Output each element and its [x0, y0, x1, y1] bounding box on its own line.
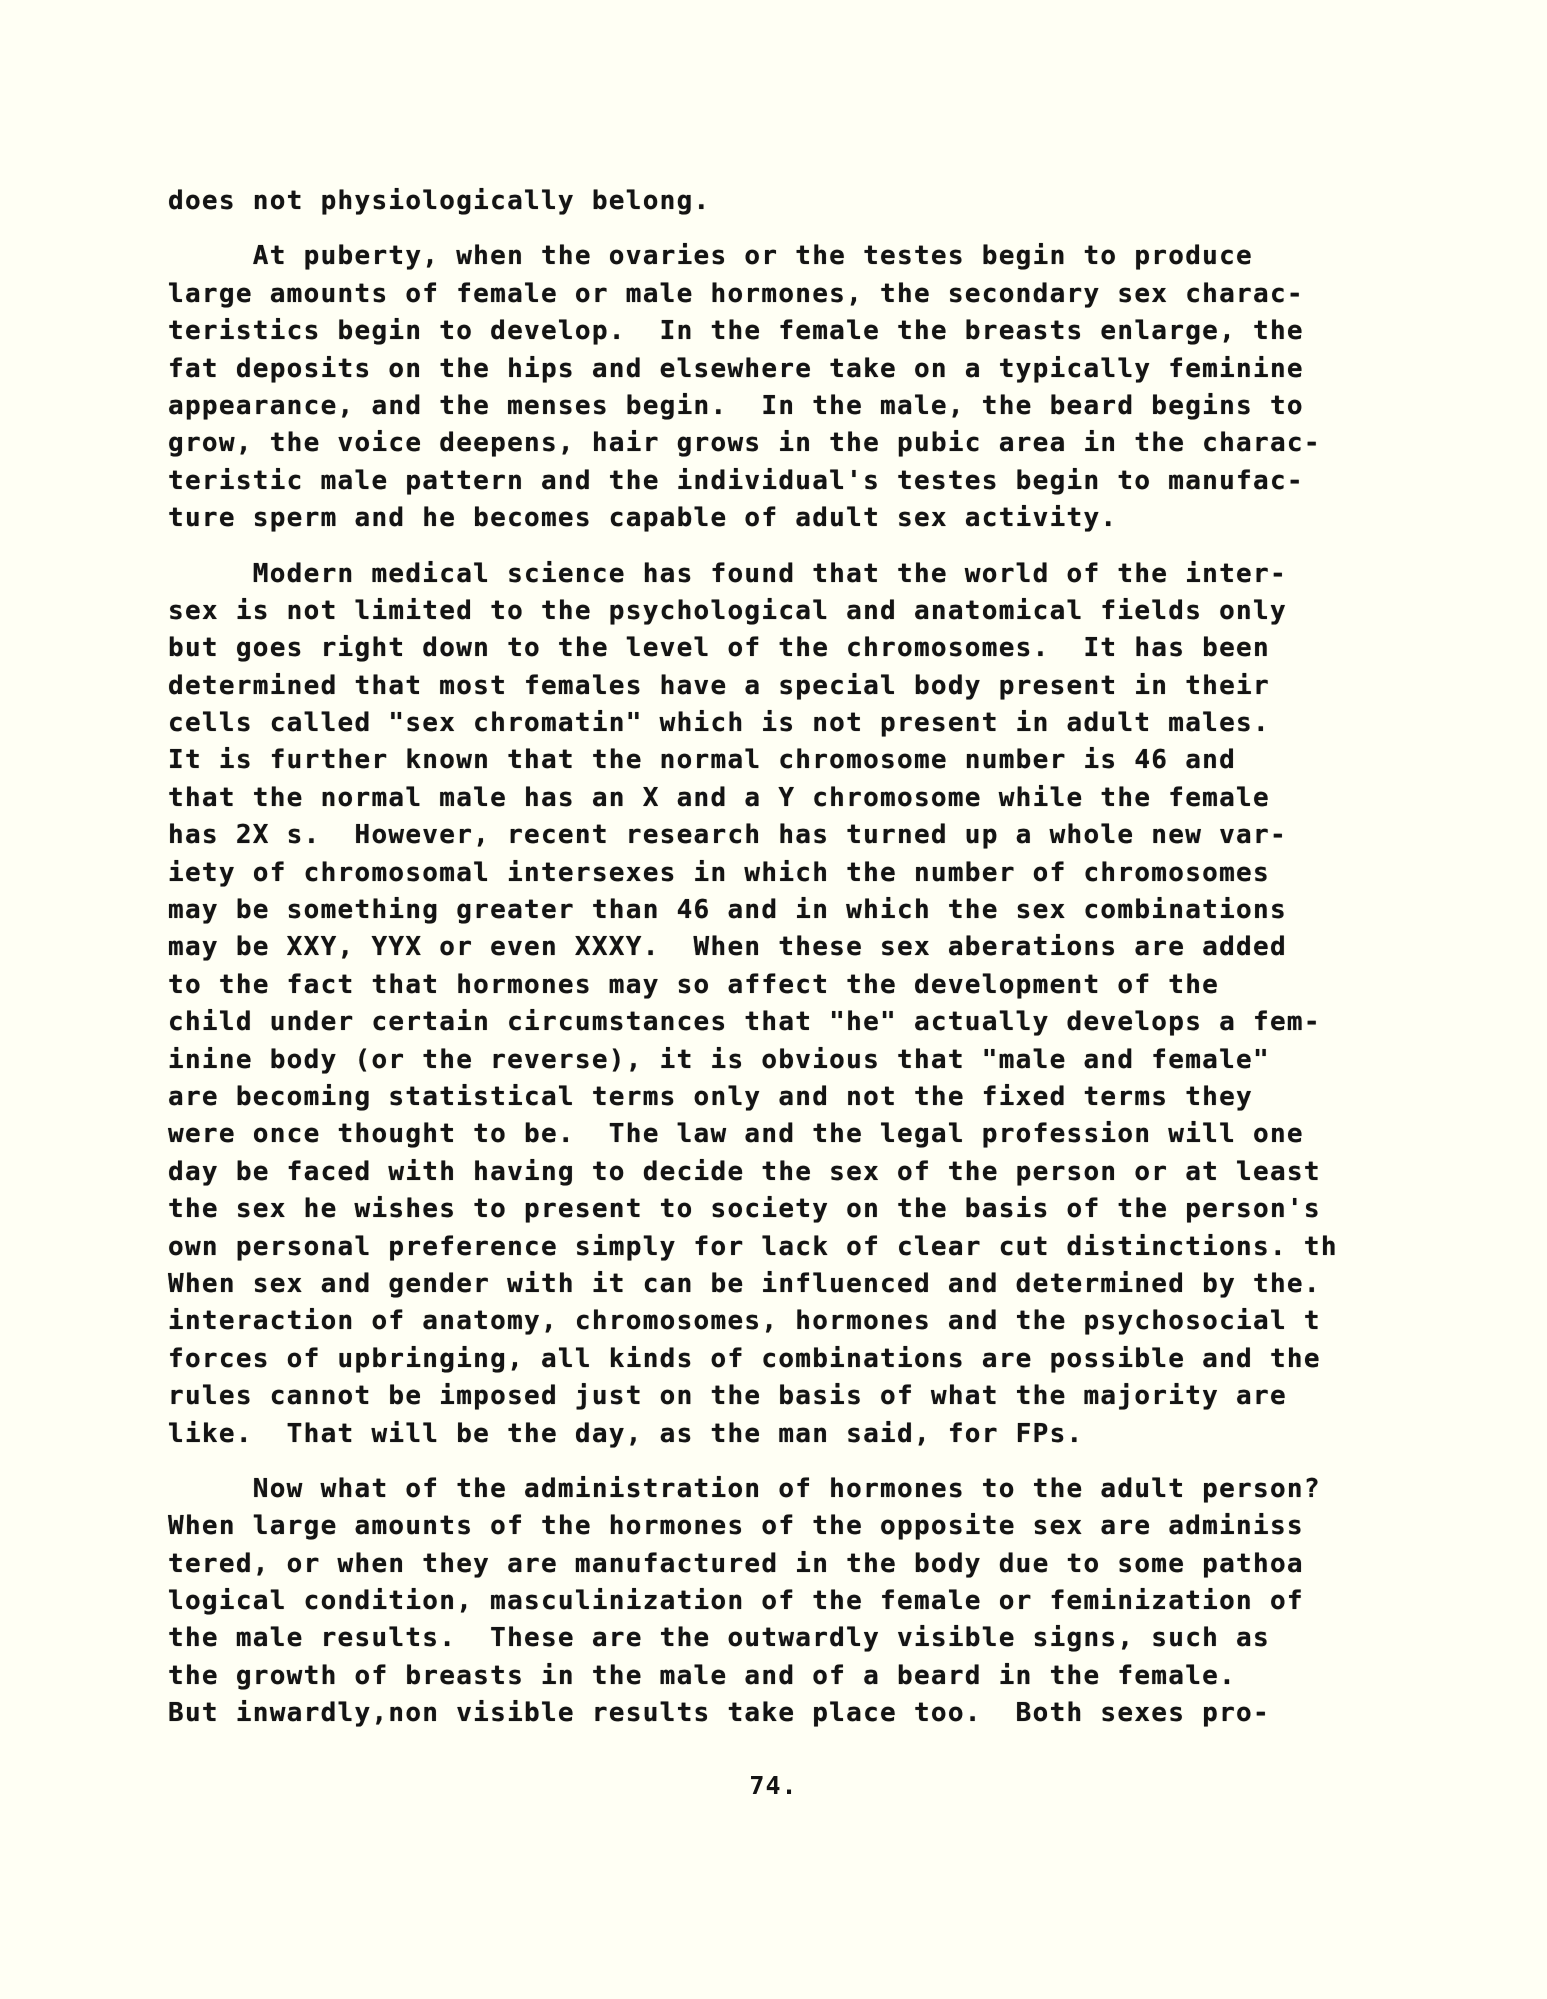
text-line: logical condition, masculinization of the female or feminization of — [168, 1586, 1304, 1617]
text-line: day be faced with having to decide the sex of the person or at least — [168, 1156, 1321, 1187]
text-line: teristics begin to develop. In the female the breasts enlarge, the — [168, 316, 1304, 347]
text-line: At puberty, when the ovaries or the testes begin to produce — [168, 241, 1254, 272]
typed-body-text — [168, 183, 1428, 1733]
text-line: the growth of breasts in the male and of a beard in the female. — [168, 1660, 1237, 1691]
text-line: Modern medical science has found that the world of the inter- — [168, 558, 1287, 589]
text-line: When large amounts of the hormones of the opposite sex are adminiss — [168, 1511, 1304, 1542]
page-number: 74. — [749, 1771, 798, 1800]
text-line: Now what of the administration of hormones to the adult person? — [168, 1473, 1321, 1504]
text-line: large amounts of female or male hormones, the secondary sex charac- — [168, 278, 1304, 309]
paragraph — [168, 556, 1428, 1453]
text-line: were once thought to be. The law and the legal profession will one — [168, 1119, 1304, 1150]
text-line: determined that most females have a special body present in their — [168, 670, 1270, 701]
text-line: may be something greater than 46 and in which the sex combinations — [168, 895, 1287, 926]
text-line: cells called "sex chromatin" which is not present in adult males. — [168, 708, 1270, 739]
text-line: but goes right down to the level of the chromosomes. It has been — [168, 633, 1270, 664]
text-line: the male results. These are the outwardly visible signs, such as — [168, 1623, 1270, 1654]
text-line: teristic male pattern and the individual's testes begin to manufac- — [168, 465, 1304, 496]
text-line: to the fact that hormones may so affect the development of the — [168, 969, 1220, 1000]
paragraph — [168, 238, 1428, 537]
text-line: rules cannot be imposed just on the basis of what the majority are — [168, 1381, 1287, 1412]
text-line: iety of chromosomal intersexes in which the number of chromosomes — [168, 857, 1270, 888]
text-line: appearance, and the menses begin. In the male, the beard begins to — [168, 390, 1304, 421]
text-line: the sex he wishes to present to society on the basis of the person's — [168, 1194, 1321, 1225]
text-line: It is further known that the normal chromosome number is 46 and — [168, 745, 1237, 776]
text-line: interaction of anatomy, chromosomes, hormones and the psychosocial t — [168, 1306, 1321, 1337]
text-line: like. That will be the day, as the man said, for FPs. — [168, 1418, 1084, 1449]
text-line: are becoming statistical terms only and not the fixed terms they — [168, 1081, 1254, 1112]
paragraph-gap — [168, 538, 1428, 556]
text-line: grow, the voice deepens, hair grows in the pubic area in the charac- — [168, 428, 1321, 459]
paragraph — [168, 1471, 1428, 1733]
text-line: may be XXY, YYX or even XXXY. When these sex aberations are added — [168, 932, 1287, 963]
text-line: fat deposits on the hips and elsewhere take on a typically feminine — [168, 353, 1304, 384]
text-line: has 2X s. However, recent research has turned up a whole new var- — [168, 820, 1287, 851]
text-line: When sex and gender with it can be influenced and determined by the. — [168, 1268, 1321, 1299]
paragraph-gap — [168, 220, 1428, 238]
text-line: inine body (or the reverse), it is obvious that "male and female" — [168, 1044, 1270, 1075]
text-line: ture sperm and he becomes capable of adult sex activity. — [168, 503, 1118, 534]
text-line: But inwardly,non visible results take place too. Both sexes pro- — [168, 1698, 1270, 1729]
text-line: that the normal male has an X and a Y chromosome while the female — [168, 782, 1270, 813]
paragraph — [168, 183, 1428, 220]
text-line: tered, or when they are manufactured in the body due to some pathoa — [168, 1548, 1304, 1579]
paragraph-gap — [168, 1453, 1428, 1471]
text-line: does not physiologically belong. — [168, 186, 711, 216]
text-line: child under certain circumstances that "he" actually develops a fem- — [168, 1007, 1321, 1038]
text-line: sex is not limited to the psychological and anatomical fields only — [168, 595, 1287, 626]
text-line: forces of upbringing, all kinds of combinations are possible and the — [168, 1343, 1321, 1374]
text-line: own personal preference simply for lack of clear cut distinctions. th — [168, 1231, 1338, 1262]
